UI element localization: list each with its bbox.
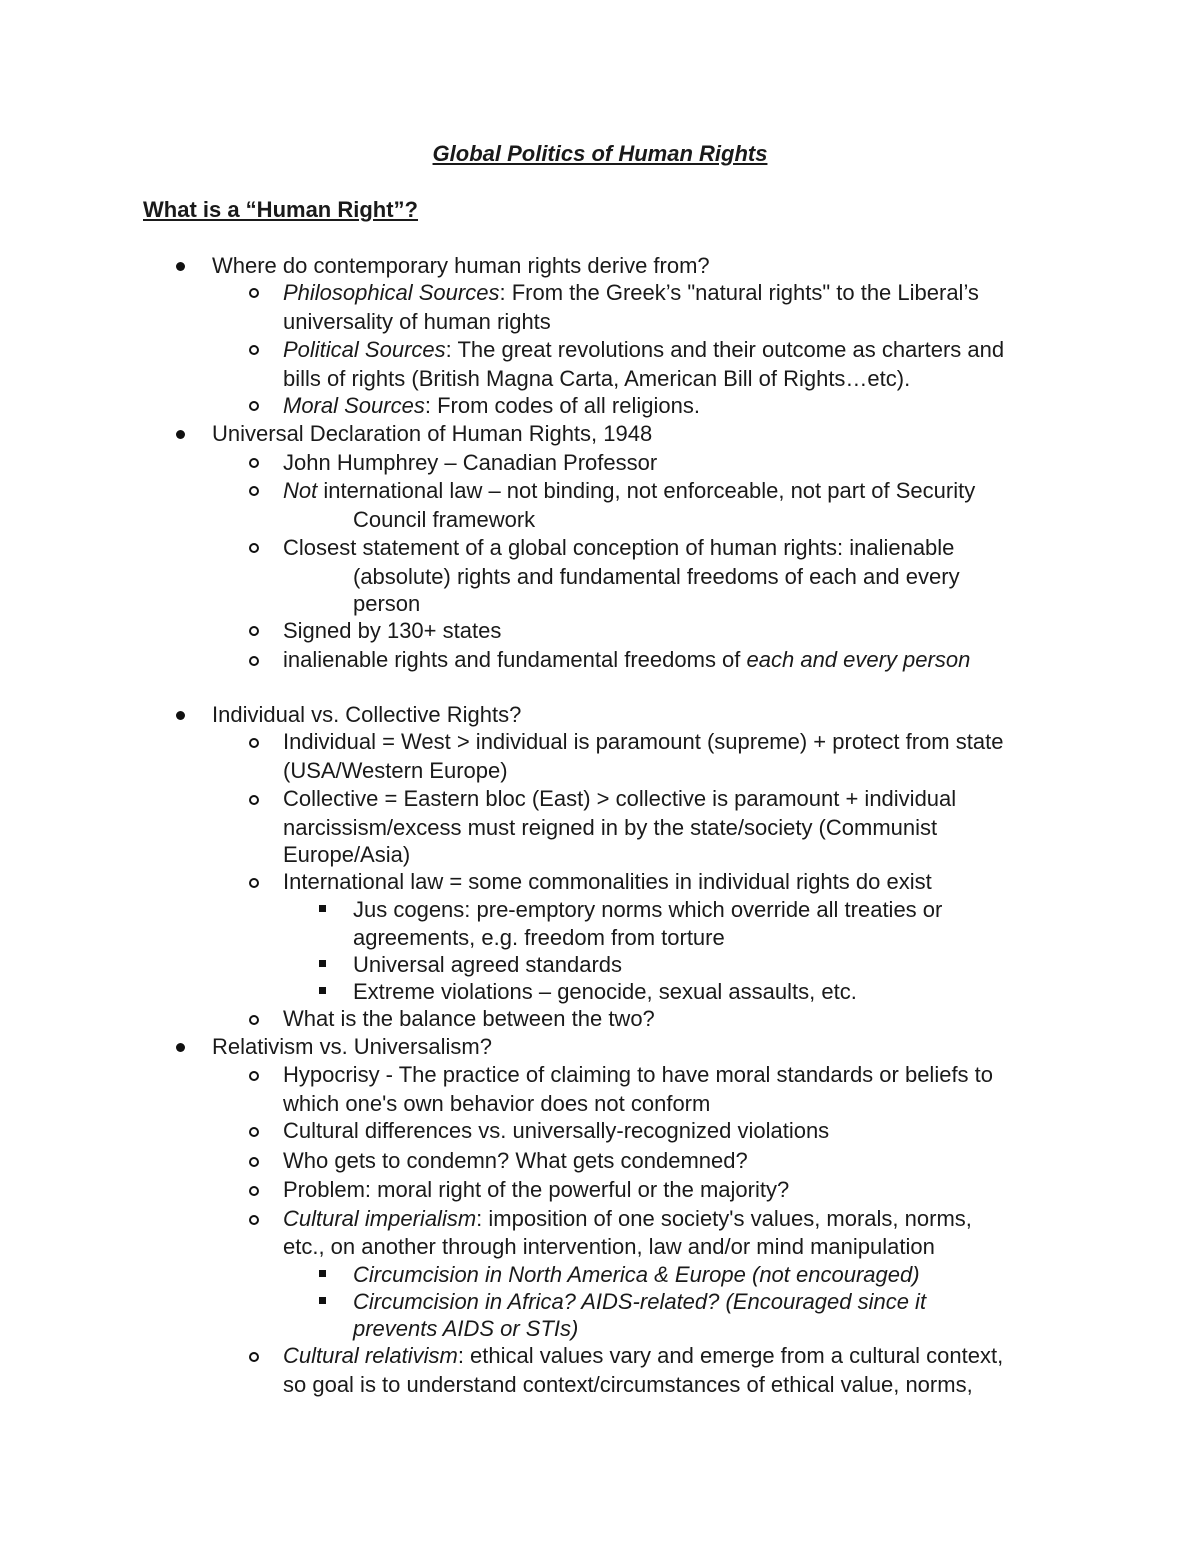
bullet-circle-icon xyxy=(249,345,259,355)
document-title: Global Politics of Human Rights xyxy=(432,141,768,166)
list-item: What is the balance between the two? xyxy=(283,1006,655,1031)
list-item-continuation: narcissism/excess must reigned in by the state/society (Communist xyxy=(283,815,938,840)
emphasis-label: Political Sources xyxy=(283,337,446,362)
list-item-continuation: person xyxy=(353,591,421,616)
emphasis-label: Cultural relativism xyxy=(283,1343,458,1368)
list-item: International law = some commonalities in individual rights do exist xyxy=(283,869,932,894)
emphasis-text: each and every person xyxy=(746,647,971,672)
list-item-continuation: Council framework xyxy=(353,507,536,532)
list-item: Individual vs. Collective Rights? xyxy=(212,702,522,727)
section-heading: What is a “Human Right”? xyxy=(143,197,418,222)
emphasis-label: Not xyxy=(283,478,318,503)
bullet-circle-icon xyxy=(249,543,259,553)
bullet-circle-icon xyxy=(249,738,259,748)
bullet-circle-icon xyxy=(249,1157,259,1167)
list-item xyxy=(353,1261,920,1289)
bullet-square-icon xyxy=(319,960,326,967)
bullet-disc-icon xyxy=(176,430,185,439)
bullet-square-icon xyxy=(319,905,326,912)
list-item: Hypocrisy - The practice of claiming to have moral standards or beliefs to xyxy=(283,1062,994,1087)
bullet-circle-icon xyxy=(249,1352,259,1362)
list-item xyxy=(283,279,979,307)
list-item: Collective = Eastern bloc (East) > collective is paramount + individual xyxy=(283,786,957,811)
list-item-continuation: which one's own behavior does not conform xyxy=(283,1091,711,1116)
bullet-square-icon xyxy=(319,1297,326,1304)
list-item: Who gets to condemn? What gets condemned? xyxy=(283,1148,748,1173)
list-item-text: inalienable rights and fundamental freedoms of xyxy=(283,647,747,672)
list-item-continuation: Europe/Asia) xyxy=(283,842,411,867)
bullet-circle-icon xyxy=(249,1215,259,1225)
bullet-disc-icon xyxy=(176,711,185,720)
bullet-circle-icon xyxy=(249,1071,259,1081)
list-item-text: : The great revolutions and their outcome as charters and xyxy=(445,337,1005,362)
list-item xyxy=(283,477,975,505)
list-item-text: international law – not binding, not enforceable, not part of Security xyxy=(317,478,976,503)
bullet-circle-icon xyxy=(249,878,259,888)
list-item xyxy=(353,1288,926,1316)
list-item: Relativism vs. Universalism? xyxy=(212,1034,492,1059)
list-item xyxy=(283,336,1004,364)
list-item xyxy=(283,1342,1003,1370)
bullet-disc-icon xyxy=(176,1043,185,1052)
list-item: Cultural differences vs. universally-recognized violations xyxy=(283,1118,830,1143)
emphasis-label: Moral Sources xyxy=(283,393,425,418)
list-item: Closest statement of a global conception of human rights: inalienable xyxy=(283,535,955,560)
list-item xyxy=(283,646,970,674)
list-item-continuation: universality of human rights xyxy=(283,309,551,334)
list-item: Where do contemporary human rights derive from? xyxy=(212,253,710,278)
list-item-text: : imposition of one society's values, morals, norms, xyxy=(476,1206,972,1231)
list-item: Individual = West > individual is paramount (supreme) + protect from state xyxy=(283,729,1004,754)
list-item-continuation: (USA/Western Europe) xyxy=(283,758,508,783)
list-item: Extreme violations – genocide, sexual assaults, etc. xyxy=(353,979,857,1004)
list-item: John Humphrey – Canadian Professor xyxy=(283,450,658,475)
bullet-circle-icon xyxy=(249,458,259,468)
list-item-text: : From codes of all religions. xyxy=(424,393,700,418)
bullet-circle-icon xyxy=(249,401,259,411)
emphasis-label: Cultural imperialism xyxy=(283,1206,477,1231)
emphasis-text: Circumcision in North America & Europe (not encouraged) xyxy=(353,1262,920,1287)
list-item-continuation: so goal is to understand context/circumstances of ethical value, norms, xyxy=(283,1372,973,1397)
list-item xyxy=(283,1205,972,1233)
bullet-circle-icon xyxy=(249,288,259,298)
bullet-square-icon xyxy=(319,987,326,994)
list-item-continuation: bills of rights (British Magna Carta, American Bill of Rights…etc). xyxy=(283,366,911,391)
list-item: Universal Declaration of Human Rights, 1948 xyxy=(212,421,653,446)
bullet-circle-icon xyxy=(249,656,259,666)
list-item: Signed by 130+ states xyxy=(283,618,502,643)
emphasis-text: Circumcision in Africa? AIDS-related? (Encouraged since it xyxy=(353,1289,927,1314)
list-item: Jus cogens: pre-emptory norms which override all treaties or xyxy=(353,897,943,922)
bullet-circle-icon xyxy=(249,1127,259,1137)
bullet-disc-icon xyxy=(176,262,185,271)
bullet-circle-icon xyxy=(249,626,259,636)
list-item-continuation xyxy=(353,1315,578,1343)
bullet-circle-icon xyxy=(249,795,259,805)
emphasis-text: prevents AIDS or STIs) xyxy=(353,1316,579,1341)
list-item xyxy=(283,392,700,420)
bullet-circle-icon xyxy=(249,486,259,496)
list-item-text: : From the Greek’s "natural rights" to the Liberal’s xyxy=(499,280,979,305)
list-item: Problem: moral right of the powerful or the majority? xyxy=(283,1177,790,1202)
bullet-circle-icon xyxy=(249,1015,259,1025)
list-item-continuation: (absolute) rights and fundamental freedoms of each and every xyxy=(353,564,960,589)
emphasis-label: Philosophical Sources xyxy=(283,280,500,305)
list-item-text: : ethical values vary and emerge from a cultural context, xyxy=(457,1343,1004,1368)
list-item: Universal agreed standards xyxy=(353,952,623,977)
bullet-circle-icon xyxy=(249,1186,259,1196)
list-item-continuation: agreements, e.g. freedom from torture xyxy=(353,925,725,950)
list-item-continuation: etc., on another through intervention, law and/or mind manipulation xyxy=(283,1234,935,1259)
bullet-square-icon xyxy=(319,1270,326,1277)
